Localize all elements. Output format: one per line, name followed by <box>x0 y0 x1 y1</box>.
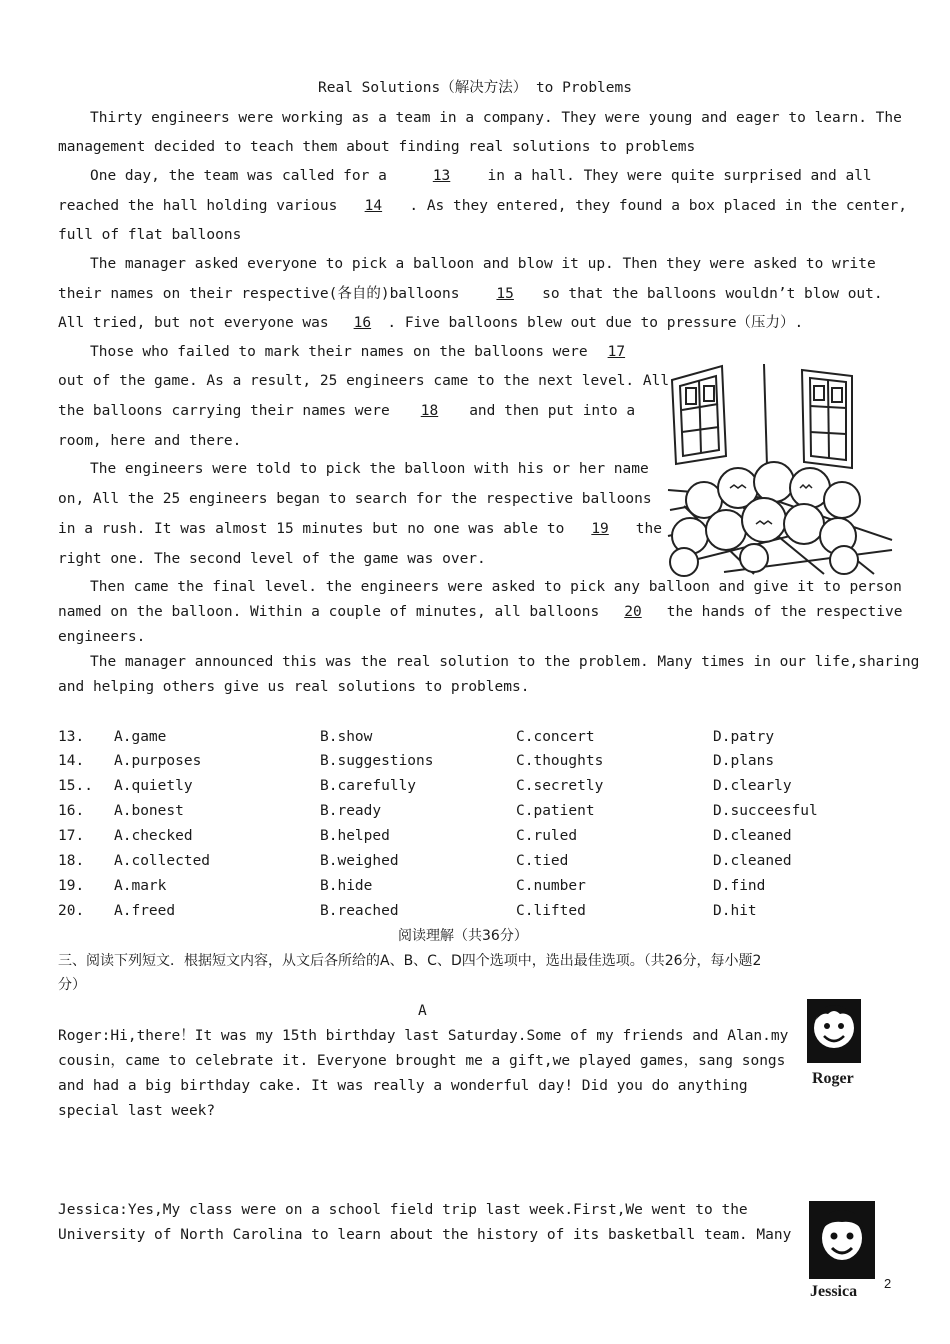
option-b: B.hide <box>320 878 373 894</box>
option-d: D.patry <box>713 729 775 745</box>
blank-14: 14 <box>364 198 383 214</box>
p4-line3-b: and then put into a <box>469 403 636 419</box>
passage-title: Real Solutions（解决方法） to Problems <box>318 80 632 96</box>
option-num: 13. <box>58 729 85 745</box>
option-d: D.find <box>713 878 766 894</box>
option-d: D.cleaned <box>713 853 792 869</box>
option-d: D.hit <box>713 903 757 919</box>
blank-15: 15 <box>496 286 514 302</box>
jessica-caption: Jessica <box>810 1283 858 1300</box>
p2-line3: full of flat balloons <box>58 227 242 243</box>
blank-16: 16 <box>353 315 372 331</box>
p7-line2-text: helping others give us real solutions to problems. <box>92 679 530 695</box>
roger-line1: Roger:Hi,there！It was my 15th birthday last Saturday.Some of my friends and Alan.my <box>58 1028 789 1044</box>
p2-line2-a: reached the hall holding various <box>58 198 338 214</box>
p6-line2 <box>58 603 902 621</box>
p6-line2-b: the hands of the respective <box>666 604 903 620</box>
p3-line2-b: so that the balloons wouldn’t blow out. <box>542 286 883 302</box>
option-num: 17. <box>58 828 85 844</box>
option-num: 14. <box>58 753 85 769</box>
option-d: D.clearly <box>713 778 792 794</box>
blank-18: 18 <box>420 403 439 419</box>
option-a: A.mark <box>114 878 167 894</box>
roger-line3: and had a big birthday cake. It was really a wonderful day! Did you do anything <box>58 1078 748 1094</box>
option-c: C.concert <box>516 729 595 745</box>
option-a: A.purposes <box>114 753 202 769</box>
p1-line2: management decided to teach them about finding real solutions to problems <box>58 139 696 155</box>
option-b: B.ready <box>320 803 382 819</box>
option-c: C.number <box>516 878 586 894</box>
option-a: A.checked <box>114 828 193 844</box>
option-c: C.ruled <box>516 828 578 844</box>
option-b: B.suggestions <box>320 753 434 769</box>
p2-line2 <box>58 197 907 215</box>
roger-line4: special last week? <box>58 1103 216 1119</box>
option-num: 15.. <box>58 778 93 794</box>
p5-line3-a: in a rush. It was almost 15 minutes but no one was able to <box>58 521 565 537</box>
p4-line4: room, here and there. <box>58 433 242 449</box>
jessica-line2: University of North Carolina to learn about the history of its basketball team. Many <box>58 1227 792 1243</box>
jessica-line1: Jessica:Yes,My class were on a school field trip last week.First,We went to the <box>58 1202 748 1218</box>
roger-line2: cousin，came to celebrate it. Everyone brought me a gift,we played games，sang songs <box>58 1053 786 1069</box>
section-instruction-line1: 三、阅读下列短文．根据短文内容，从文后各所给的A、B、C、D四个选项中，选出最佳选项。（共26分，每小题2 <box>58 953 762 969</box>
p3-line1: The manager asked everyone to pick a balloon and blow it up. Then they were asked to write <box>90 256 876 272</box>
option-b: B.show <box>320 729 373 745</box>
option-c: C.secretly <box>516 778 604 794</box>
option-c: C.tied <box>516 853 569 869</box>
p4-line2: out of the game. As a result, 25 engineers came to the next level. All <box>58 373 670 389</box>
page-number: 2 <box>884 1276 892 1291</box>
p6-line3: engineers. <box>58 629 146 645</box>
balloons-room-illustration <box>664 360 896 578</box>
option-d: D.plans <box>713 753 775 769</box>
option-c: C.lifted <box>516 903 586 919</box>
p4-line1-a: Those who failed to mark their names on the balloons were <box>90 344 588 360</box>
p2-line1-b: in a hall. They were quite surprised and all <box>487 168 872 184</box>
p2-line1-a: One day, the team was called for a <box>90 168 387 184</box>
option-num: 18. <box>58 853 85 869</box>
blank-17: 17 <box>607 344 626 360</box>
p5-line4: right one. The second level of the game was over. <box>58 551 486 567</box>
blank-13: 13 <box>432 168 451 184</box>
option-a: A.quietly <box>114 778 193 794</box>
section-instruction-line2: 分） <box>58 977 86 993</box>
p5-line2: on, All the 25 engineers began to search for the respective balloons <box>58 491 652 507</box>
option-d: D.succeesful <box>713 803 818 819</box>
option-num: 19. <box>58 878 85 894</box>
jessica-avatar-icon <box>808 1200 876 1280</box>
p3-line3 <box>58 314 803 332</box>
p7-line2-prefix: and <box>58 679 85 695</box>
p4-line3 <box>58 402 635 420</box>
p3-line3-b: . Five balloons blew out due to pressure（压力）. <box>387 315 804 331</box>
p3-line2 <box>58 285 883 303</box>
p6-line2-a: named on the balloon. Within a couple of minutes, all balloons <box>58 604 600 620</box>
p5-line1: The engineers were told to pick the balloon with his or her name <box>90 461 649 477</box>
option-c: C.thoughts <box>516 753 604 769</box>
option-a: A.game <box>114 729 167 745</box>
option-a: A.freed <box>114 903 176 919</box>
blank-20: 20 <box>624 604 642 620</box>
p3-line2-a: their names on their respective(各自的)balloons <box>58 286 460 302</box>
p1-line1 <box>90 109 902 127</box>
option-a: A.bonest <box>114 803 184 819</box>
option-num: 20. <box>58 903 85 919</box>
p1-line1-text: Thirty engineers were working as a team in a company. They were young and eager to learn. The <box>90 110 902 126</box>
option-b: B.helped <box>320 828 390 844</box>
roger-avatar-icon <box>806 998 862 1064</box>
blank-19: 19 <box>591 521 609 537</box>
option-b: B.carefully <box>320 778 417 794</box>
p5-line3 <box>58 520 662 538</box>
option-num: 16. <box>58 803 85 819</box>
roger-caption: Roger <box>812 1070 854 1087</box>
option-a: A.collected <box>114 853 211 869</box>
p5-line3-b: the <box>635 521 662 537</box>
option-b: B.reached <box>320 903 399 919</box>
p7-line1: The manager announced this was the real solution to the problem. Many times in our life,sharing <box>90 654 920 670</box>
p3-line3-a: All tried, but not everyone was <box>58 315 329 331</box>
p2-line2-b: . As they entered, they found a box placed in the center, <box>409 198 907 214</box>
part-label: A <box>418 1003 427 1019</box>
option-b: B.weighed <box>320 853 399 869</box>
p4-line3-a: the balloons carrying their names were <box>58 403 390 419</box>
p2-line1 <box>90 167 872 185</box>
p4-line1 <box>90 343 636 361</box>
option-d: D.cleaned <box>713 828 792 844</box>
p6-line1: Then came the final level. the engineers were asked to pick any balloon and give it to person <box>90 579 902 595</box>
p7-line2 <box>58 678 529 696</box>
section-heading: 阅读理解（共36分） <box>398 928 528 944</box>
option-c: C.patient <box>516 803 595 819</box>
